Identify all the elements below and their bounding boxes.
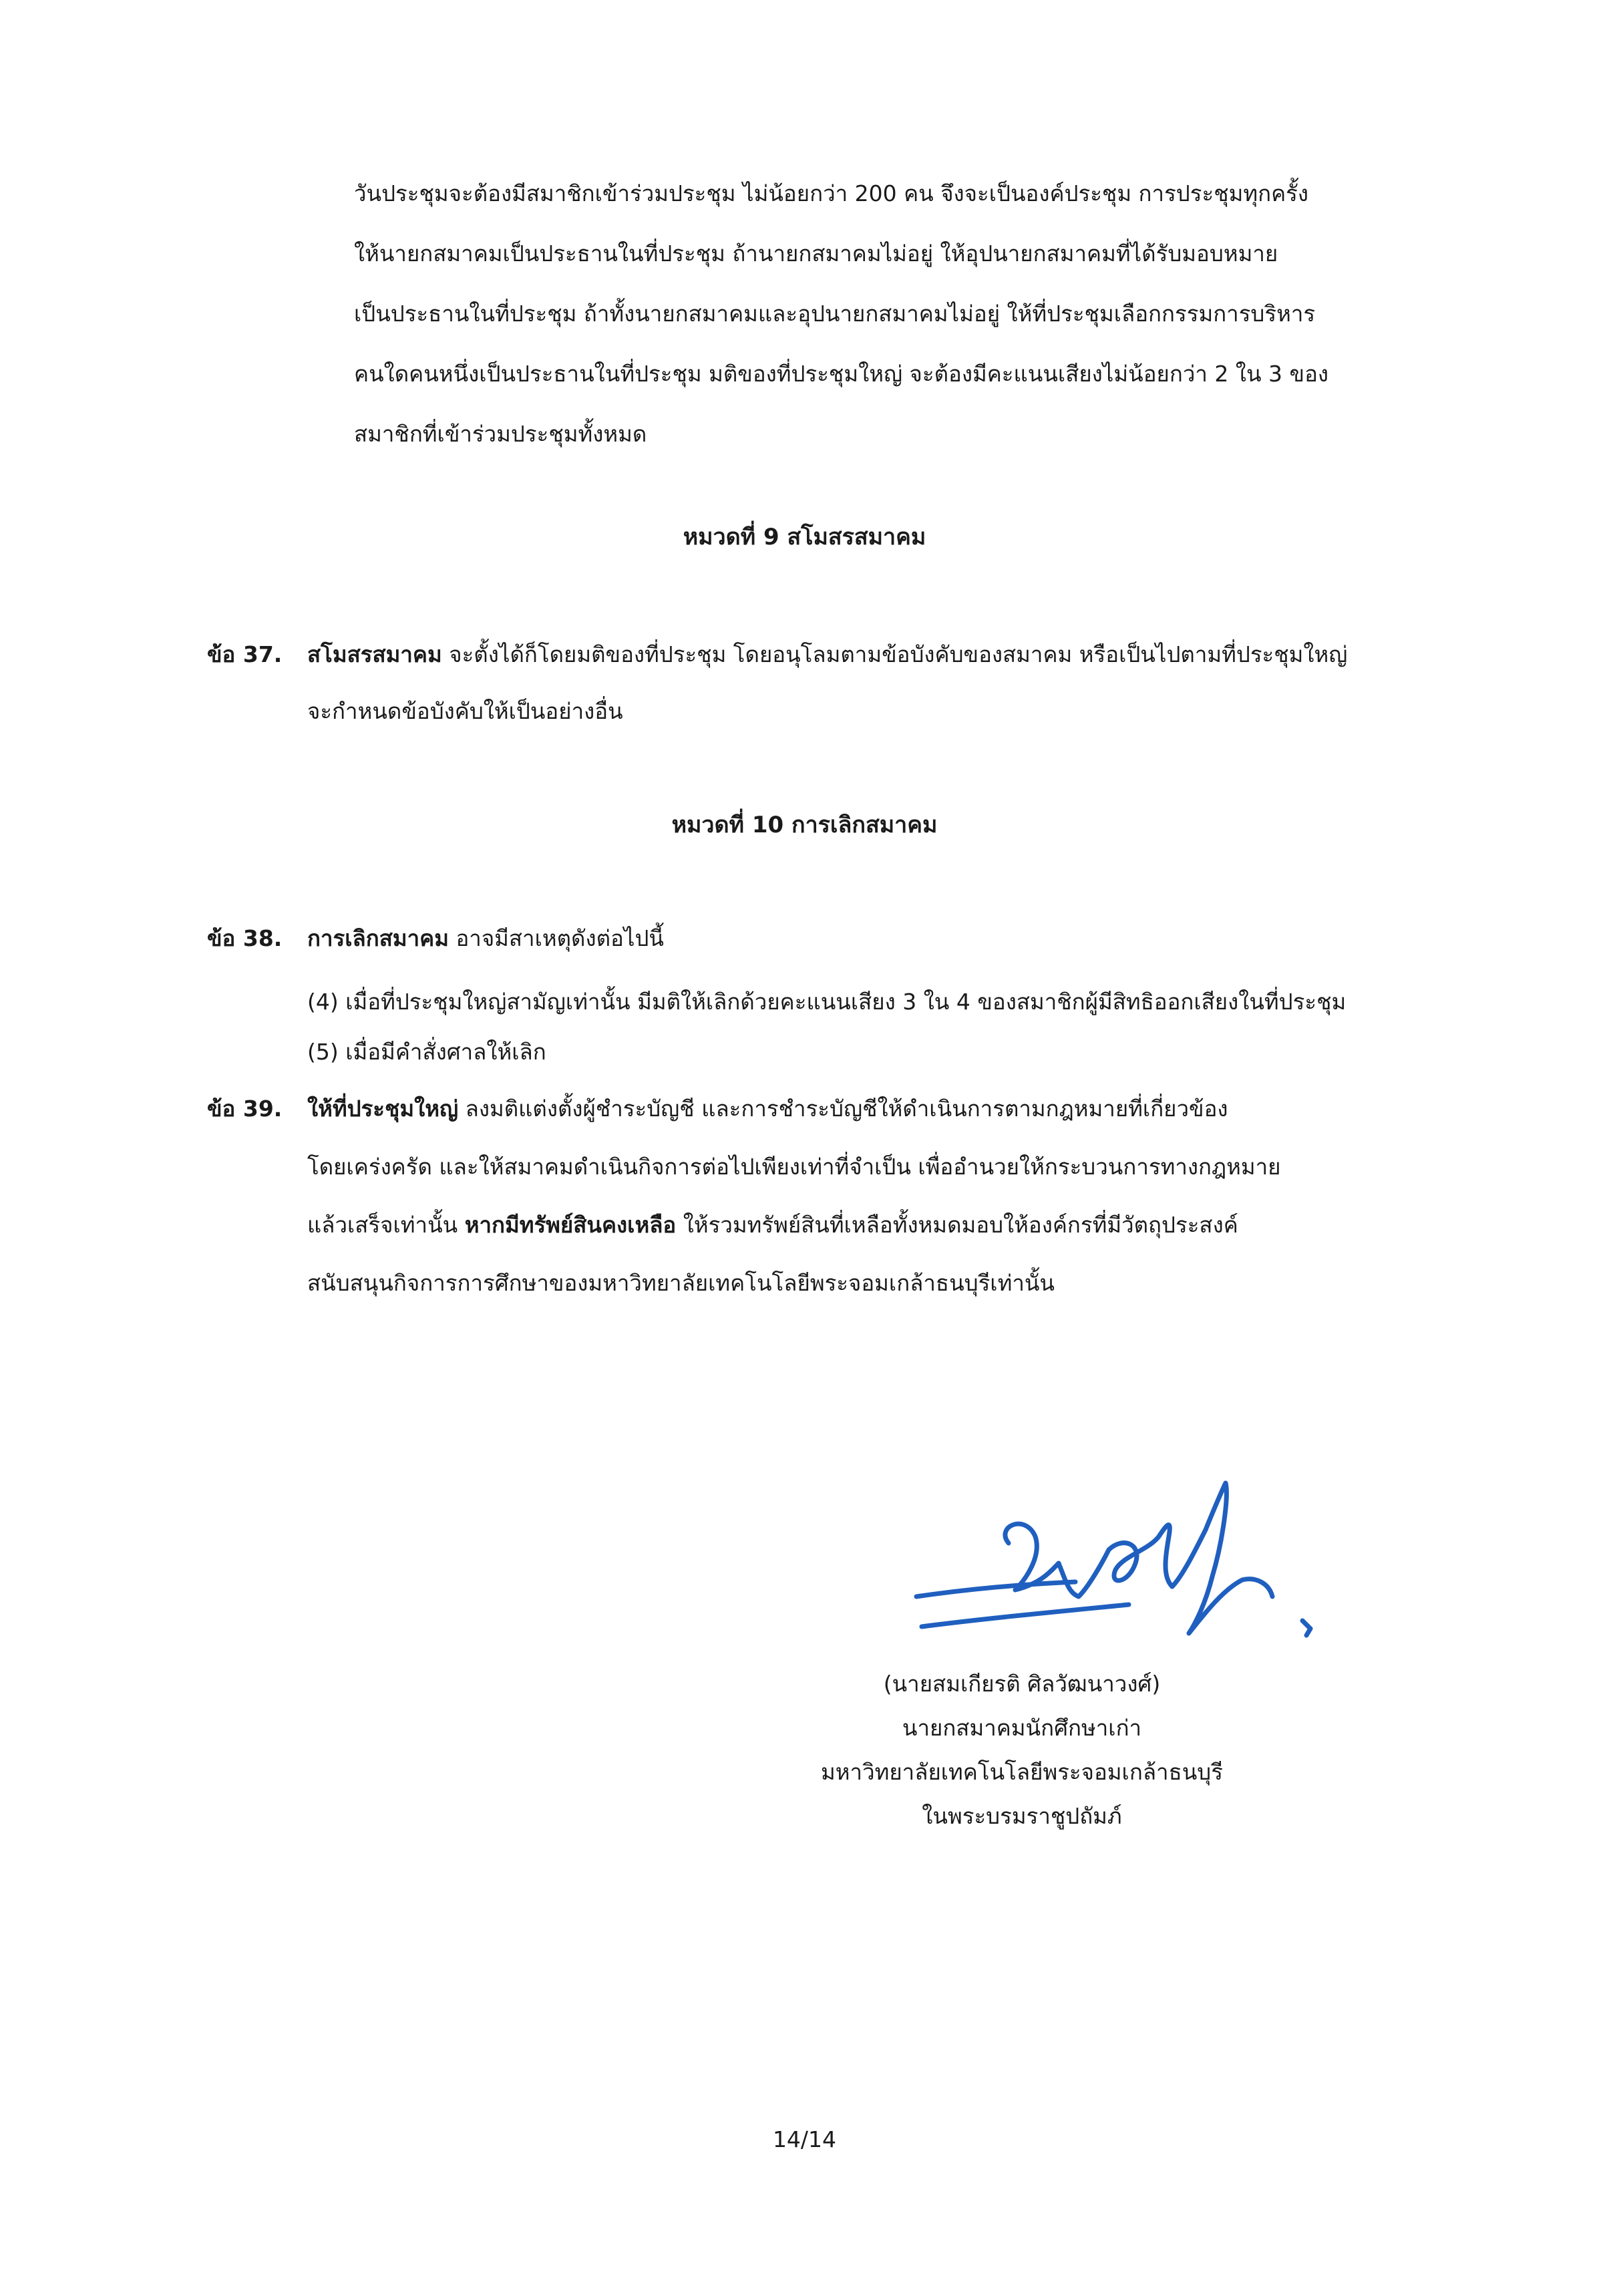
clause-39-line-1 bbox=[307, 1079, 1228, 1139]
intro-line-3: เป็นประธานในที่ประชุม ถ้าทั้งนายกสมาคมและอุปนายกสมาคมไม่อยู่ ให้ที่ประชุมเลือกกรรมการบริหาร bbox=[354, 301, 1316, 327]
clause-39-line-3-pre: แล้วเสร็จเท่านั้น bbox=[307, 1212, 465, 1238]
clause-39-lead: ให้ที่ประชุมใหญ่ bbox=[307, 1096, 459, 1122]
clause-39 bbox=[0, 1079, 1609, 1319]
clause-38-item-4: (4) เมื่อที่ประชุมใหญ่สามัญเท่านั้น มีมติให้เลิกด้วยคะแนนเสียง 3 ใน 4 ของสมาชิกผู้มีสิทธิออกเสียงในที่ประชุม bbox=[307, 989, 1347, 1015]
clause-38 bbox=[0, 909, 1609, 969]
clause-38-item-5: (5) เมื่อมีคำสั่งศาลให้เลิก bbox=[307, 1039, 546, 1065]
clause-37-line-1-text: จะตั้งได้ก็โดยมติของที่ประชุม โดยอนุโลมตามข้อบังคับของสมาคม หรือเป็นไปตามที่ประชุมใหญ่ bbox=[441, 641, 1348, 667]
intro-paragraph bbox=[354, 164, 1328, 464]
signatory-name: (นายสมเกียรติ ศิลวัฒนาวงศ์) bbox=[883, 1671, 1161, 1697]
clause-39-line-4: สนับสนุนกิจการการศึกษาของมหาวิทยาลัยเทคโนโลยีพระจอมเกล้าธนบุรีเท่านั้น bbox=[307, 1270, 1055, 1296]
clause-38-lead: การเลิกสมาคม bbox=[307, 925, 449, 951]
signatory-block bbox=[788, 1662, 1256, 1838]
handwritten-signature bbox=[908, 1463, 1322, 1650]
clause-37-number: ข้อ 37. bbox=[207, 641, 283, 667]
clause-39-line-1-text: ลงมติแต่งตั้งผู้ชำระบัญชี และการชำระบัญชีให้ดำเนินการตามกฎหมายที่เกี่ยวข้อง bbox=[458, 1096, 1228, 1122]
clause-39-line-3-bold: หากมีทรัพย์สินคงเหลือ bbox=[464, 1212, 677, 1238]
signatory-organization: มหาวิทยาลัยเทคโนโลยีพระจอมเกล้าธนบุรี bbox=[821, 1759, 1223, 1785]
clause-39-line-2: โดยเคร่งครัด และให้สมาคมดำเนินกิจการต่อไปเพียงเท่าที่จำเป็น เพื่ออำนวยให้กระบวนการทางกฎหมาย bbox=[307, 1154, 1281, 1180]
clause-39-line-3-post: ให้รวมทรัพย์สินที่เหลือทั้งหมดมอบให้องค์กรที่มีวัตถุประสงค์ bbox=[676, 1212, 1238, 1238]
clause-37-lead: สโมสรสมาคม bbox=[307, 641, 442, 667]
chapter-9-heading: หมวดที่ 9 สโมสรสมาคม bbox=[683, 524, 926, 550]
intro-line-4: คนใดคนหนึ่งเป็นประธานในที่ประชุม มติของที่ประชุมใหญ่ จะต้องมีคะแนนเสียงไม่น้อยกว่า 2 ใน 3 ของ bbox=[354, 361, 1329, 387]
signatory-patronage: ในพระบรมราชูปถัมภ์ bbox=[922, 1803, 1122, 1829]
clause-38-line-1 bbox=[307, 909, 664, 969]
clause-38-line-1-text: อาจมีสาเหตุดังต่อไปนี้ bbox=[448, 925, 664, 951]
intro-line-5: สมาชิกที่เข้าร่วมประชุมทั้งหมด bbox=[354, 421, 647, 447]
clause-39-line-3 bbox=[307, 1195, 1238, 1255]
clause-38-number: ข้อ 38. bbox=[207, 925, 283, 951]
chapter-10-heading: หมวดที่ 10 การเลิกสมาคม bbox=[671, 812, 938, 838]
intro-line-1: วันประชุมจะต้องมีสมาชิกเข้าร่วมประชุม ไม่น้อยกว่า 200 คน จึงจะเป็นองค์ประชุม การประชุมทุกครั้ง bbox=[354, 180, 1308, 206]
page-number: 14/14 bbox=[772, 2126, 837, 2152]
clause-37-line-1 bbox=[307, 625, 1347, 685]
clause-37 bbox=[0, 625, 1609, 745]
signatory-position: นายกสมาคมนักศึกษาเก่า bbox=[902, 1715, 1142, 1741]
clause-37-line-2: จะกำหนดข้อบังคับให้เป็นอย่างอื่น bbox=[307, 698, 623, 724]
intro-line-2: ให้นายกสมาคมเป็นประธานในที่ประชุม ถ้านายกสมาคมไม่อยู่ ให้อุปนายกสมาคมที่ได้รับมอบหมาย bbox=[354, 240, 1278, 267]
clause-39-number: ข้อ 39. bbox=[207, 1096, 283, 1122]
